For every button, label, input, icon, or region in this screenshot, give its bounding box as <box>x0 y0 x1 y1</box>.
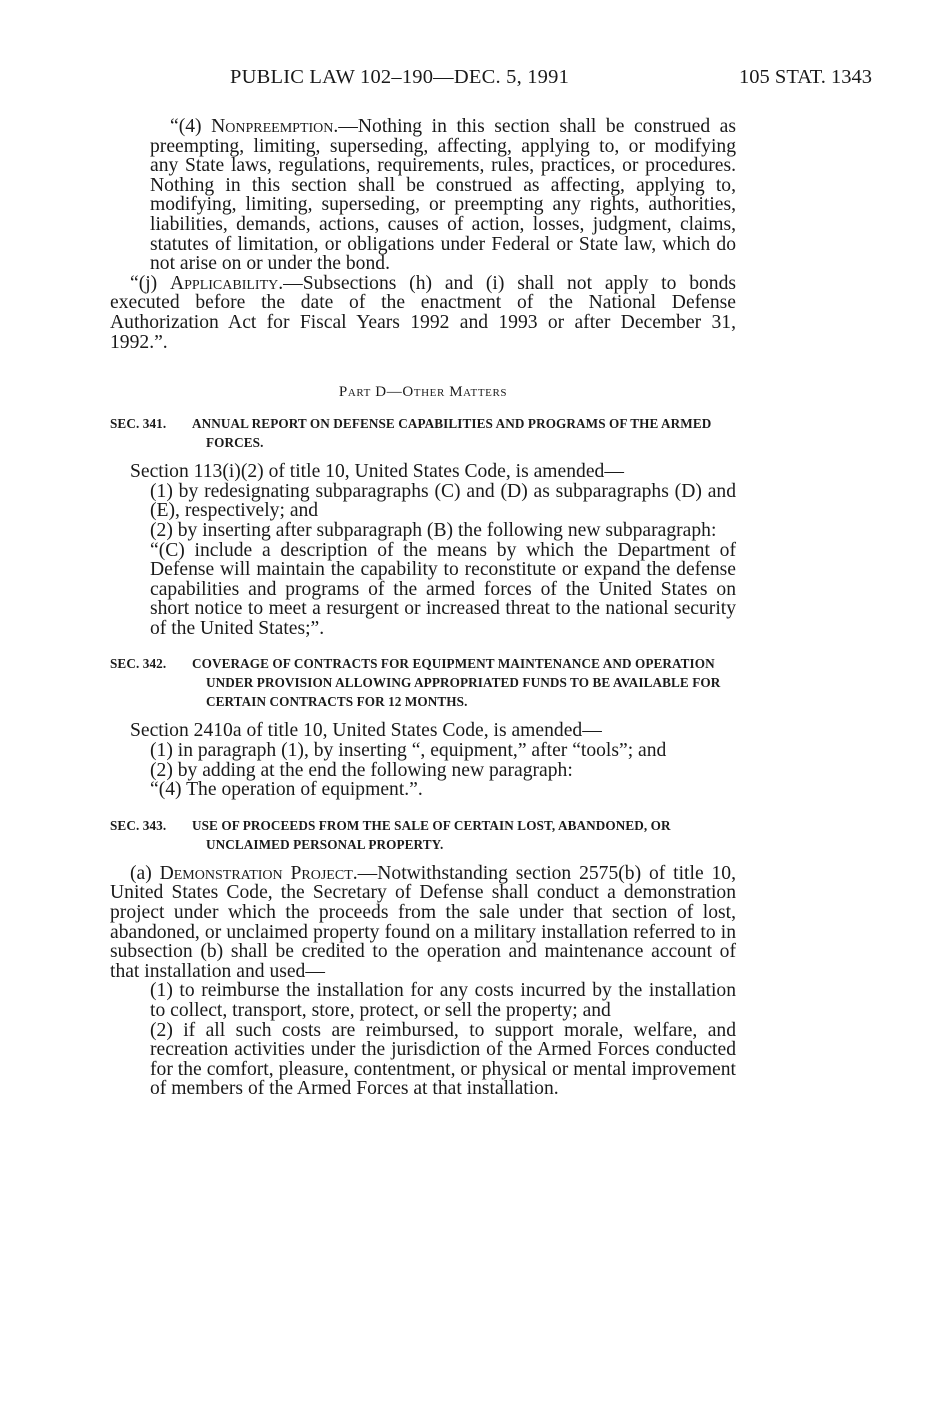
document-body <box>110 117 736 1099</box>
subsection-text: —Notwithstanding section 2575(b) of title 10, United States Code, the Secretary of Defense shall conduct a demonstration project under which the proceeds from the sale under that section of lost, abandoned, or unclaimed property found on a military installation referred to in subsection (b) shall be credited to the operation and maintenance account of that installation and used— <box>110 862 736 982</box>
header-citation: PUBLIC LAW 102–190—DEC. 5, 1991 <box>230 66 570 88</box>
section-item: (2) by inserting after subparagraph (B) the following new subparagraph: <box>150 519 717 541</box>
subsection-heading: Demonstration Project. <box>159 862 358 884</box>
section-heading-343 <box>110 816 736 854</box>
paragraph-lead: “(4) <box>170 116 212 137</box>
paragraph-text: —Subsections (h) and (i) shall not apply to bonds executed before the date of the enactment of the National Defense Authorization Act for Fiscal Years 1992 and 1993 or after December 31, 1992.”. <box>110 272 737 353</box>
page-header <box>108 66 872 96</box>
section-heading-341 <box>110 414 736 452</box>
section-item: (1) by redesignating subparagraphs (C) and (D) as subparagraphs (D) and (E), respectively; and <box>150 480 736 522</box>
subsection-a <box>110 864 736 982</box>
section-number: SEC. 341. <box>110 416 167 432</box>
section-number: SEC. 342. <box>110 656 167 672</box>
paragraph-heading: Nonpreemption. <box>211 116 339 137</box>
part-heading: Part D—Other Matters <box>338 384 508 401</box>
section-item: (1) to reimburse the installation for any costs incurred by the installation to collect, transport, store, protect, or sell the property; and <box>150 980 736 1021</box>
section-quote: “(4) The operation of equipment.”. <box>150 779 423 801</box>
header-page-number: 105 STAT. 1343 <box>739 66 872 88</box>
paragraph-text: —Nothing in this section shall be construed as preempting, limiting, superseding, affecting, applying to, or modifying any State laws, regulations, requirements, rules, practices, or procedures. Nothing in this section shall be construed as affecting, applying to, modifying, limiting, superseding, or preempting any rights, authorities, liabilities, demands, actions, causes of action, losses, judgment, claims, statutes of limitation, or obligations under Federal or State law, which do not arise on or under the bond. <box>150 116 737 275</box>
section-quote: “(C) include a description of the means by which the Department of Defense will maintain the capability to reconstitute or expand the defense capabilities and programs of the armed forces of the United States on short notice to meet a resurgent or increased threat to the national security of the United States;”. <box>150 539 736 639</box>
section-title: COVERAGE OF CONTRACTS FOR EQUIPMENT MAINTENANCE AND OPERATION UNDER PROVISION ALLOWING APPROPRIATED FUNDS TO BE AVAILABLE FOR CERTAIN CONTRACTS FOR 12 MONTHS. <box>192 656 721 710</box>
subsection-lead: (a) <box>130 862 160 884</box>
section-intro: Section 113(i)(2) of title 10, United States Code, is amended— <box>130 461 624 483</box>
paragraph-applicability <box>110 274 736 352</box>
section-item: (1) in paragraph (1), by inserting “, equipment,” after “tools”; and <box>150 740 667 762</box>
section-intro: Section 2410a of title 10, United States Code, is amended— <box>130 720 602 742</box>
section-title: USE OF PROCEEDS FROM THE SALE OF CERTAIN LOST, ABANDONED, OR UNCLAIMED PERSONAL PROPERTY. <box>192 817 671 852</box>
section-item: (2) if all such costs are reimbursed, to support morale, welfare, and recreation activities under the jurisdiction of the Armed Forces conducted for the comfort, pleasure, contentment, or physical or mental improvement of members of the Armed Forces at that installation. <box>150 1019 736 1100</box>
paragraph-lead: “(j) <box>130 272 170 294</box>
section-item: (2) by adding at the end the following new paragraph: <box>150 759 573 781</box>
paragraph-heading: Applicability. <box>170 272 284 294</box>
section-heading-342 <box>110 654 736 711</box>
paragraph-nonpreemption <box>110 117 736 274</box>
section-title: ANNUAL REPORT ON DEFENSE CAPABILITIES AND PROGRAMS OF THE ARMED FORCES. <box>192 416 712 451</box>
section-number: SEC. 343. <box>110 817 167 833</box>
